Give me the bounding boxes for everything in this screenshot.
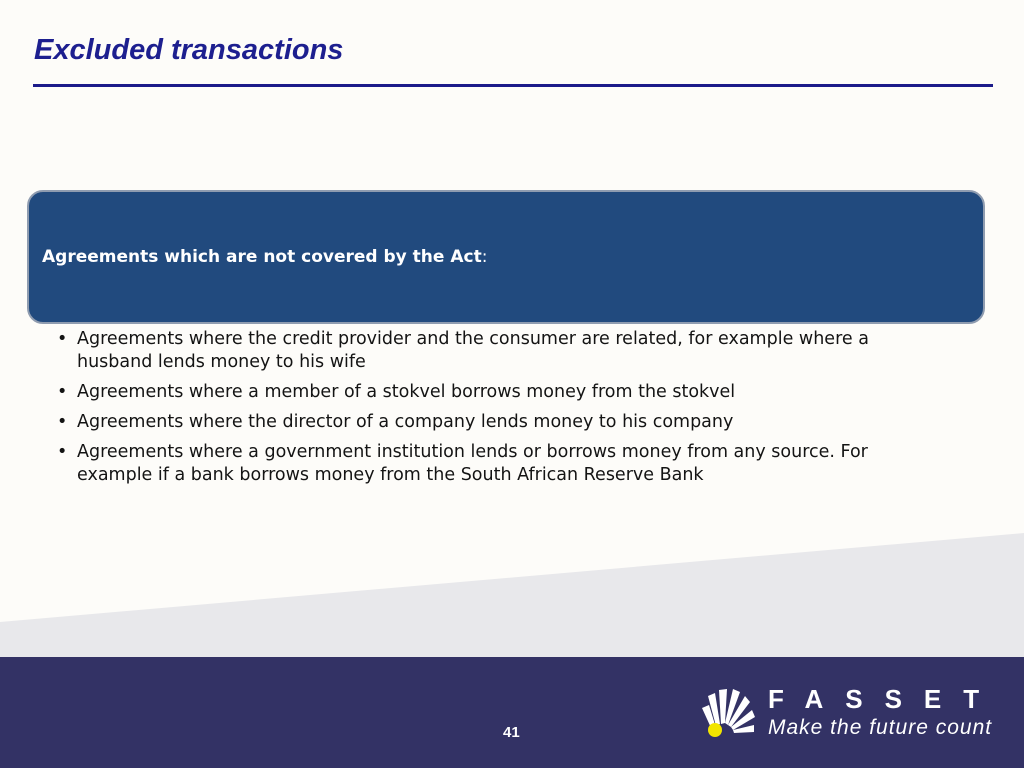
bullet-marker: • — [57, 412, 68, 432]
heading-box — [27, 190, 985, 324]
box-heading — [42, 247, 487, 267]
fasset-sunburst-icon — [700, 688, 756, 740]
bullet-text: Agreements where the credit provider and the consumer are related, for example where a husband lends money to his wife — [77, 329, 869, 372]
bullet-list — [57, 328, 937, 494]
page-number: 41 — [503, 724, 520, 741]
bullet-marker: • — [57, 442, 68, 462]
bullet-item — [57, 411, 937, 434]
bullet-item — [57, 381, 937, 404]
box-heading-colon: : — [481, 247, 488, 267]
bullet-text: Agreements where a government institution lends or borrows money from any source. For example if a bank borrows money from the South African Reserve Bank — [77, 442, 868, 485]
box-heading-text: Agreements which are not covered by the Act — [42, 247, 482, 267]
brand-tagline: Make the future count — [768, 716, 993, 739]
bullet-text: Agreements where a member of a stokvel borrows money from the stokvel — [77, 382, 736, 402]
title-divider — [33, 84, 993, 87]
bullet-marker: • — [57, 382, 68, 402]
bullet-item — [57, 328, 937, 374]
bullet-item — [57, 441, 937, 487]
bullet-text: Agreements where the director of a company lends money to his company — [77, 412, 734, 432]
bullet-marker: • — [57, 329, 68, 349]
brand-name: FASSET — [768, 684, 1002, 714]
slide-title: Excluded transactions — [34, 34, 344, 66]
